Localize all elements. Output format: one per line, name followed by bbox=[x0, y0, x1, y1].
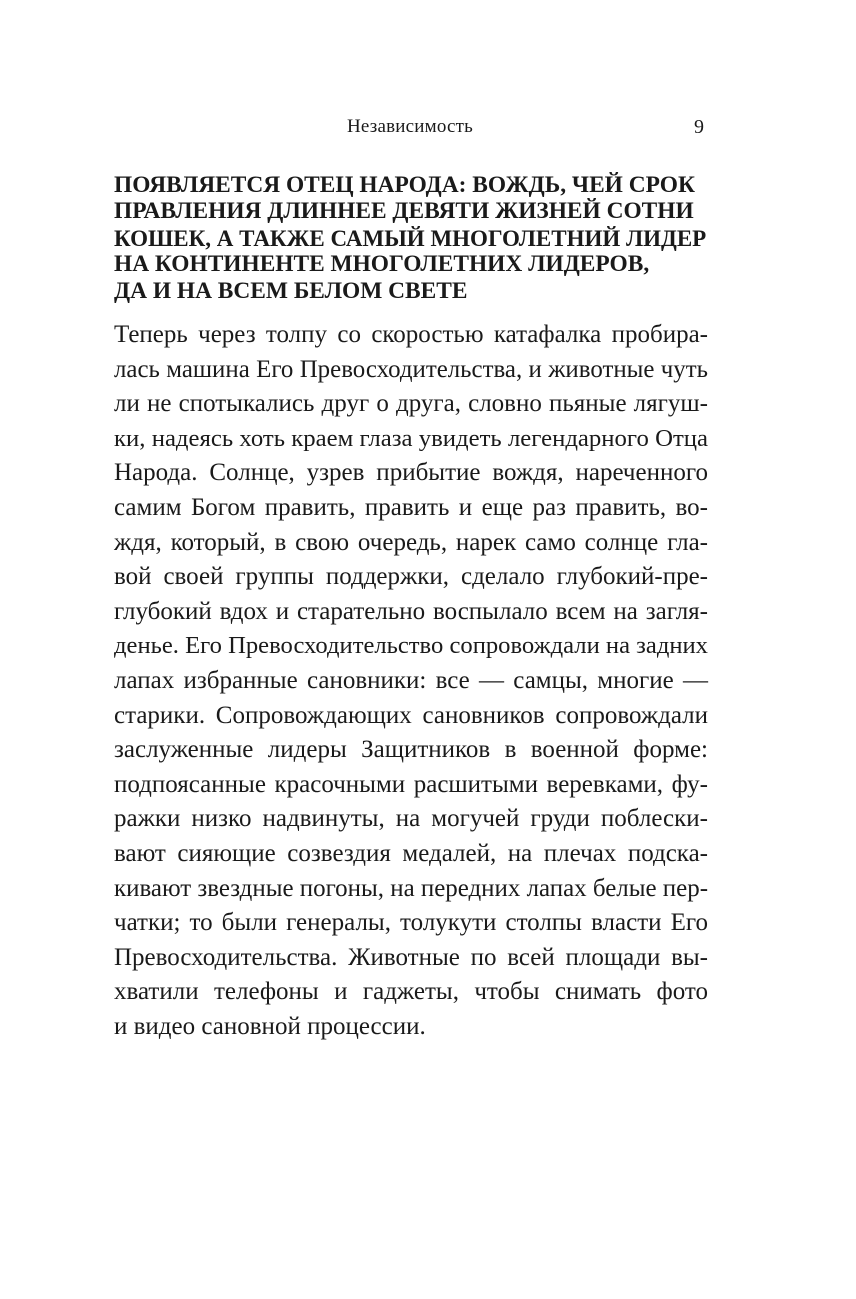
page-number: 9 bbox=[694, 116, 704, 138]
body-line: лапах избранные сановники: все — самцы, многие — bbox=[114, 666, 708, 694]
body-line-last: и видео сановной процессии. bbox=[114, 1012, 426, 1040]
body-line: вой своей группы поддержки, сделало глубокий-пре- bbox=[114, 563, 708, 591]
heading-line: ДА И НА ВСЕМ БЕЛОМ СВЕТЕ bbox=[114, 277, 468, 304]
running-head bbox=[114, 114, 706, 140]
body-line: старики. Сопровождающих сановников сопровождали bbox=[114, 701, 708, 729]
body-line: ки, надеясь хоть краем глаза увидеть легендарного Отца bbox=[114, 424, 708, 452]
body-line: глубокий вдох и старательно воспылало всем на загля- bbox=[114, 597, 708, 625]
running-title: Независимость bbox=[346, 116, 474, 137]
body-line: кивают звездные погоны, на передних лапах белые пер- bbox=[114, 874, 708, 902]
body-line: ждя, который, в свою очередь, нарек само солнце гла- bbox=[114, 528, 708, 556]
body-line: Народа. Солнце, узрев прибытие вождя, нареченного bbox=[114, 459, 708, 487]
body-line: Превосходительства. Животные по всей площади вы- bbox=[114, 943, 708, 971]
heading-line: ПРАВЛЕНИЯ ДЛИННЕЕ ДЕВЯТИ ЖИЗНЕЙ СОТНИ bbox=[114, 198, 694, 225]
body-line: самим Богом править, править и еще раз править, во- bbox=[114, 493, 708, 521]
body-line: хватили телефоны и гаджеты, чтобы снимать фото bbox=[114, 978, 708, 1006]
body-line: заслуженные лидеры Защитников в военной форме: bbox=[114, 736, 708, 764]
heading-line: ПОЯВЛЯЕТСЯ ОТЕЦ НАРОДА: ВОЖДЬ, ЧЕЙ СРОК bbox=[114, 172, 695, 198]
body-line: вают сияющие созвездия медалей, на плечах подска- bbox=[114, 839, 708, 867]
body-line: лась машина Его Превосходительства, и животные чуть bbox=[114, 355, 708, 383]
body-line: Теперь через толпу со скоростью катафалка пробира- bbox=[114, 321, 708, 348]
body-line: подпоясанные красочными расшитыми веревками, фу- bbox=[114, 770, 708, 798]
body-line: ражки низко надвинуты, на могучей груди поблески- bbox=[114, 805, 708, 833]
heading-line: НА КОНТИНЕНТЕ МНОГОЛЕТНИХ ЛИДЕРОВ, bbox=[114, 251, 650, 278]
chapter-heading bbox=[114, 172, 714, 304]
body-line: чатки; то были генералы, толукути столпы власти Его bbox=[114, 909, 708, 937]
heading-line: КОШЕК, А ТАКЖЕ САМЫЙ МНОГОЛЕТНИЙ ЛИДЕР bbox=[114, 224, 707, 251]
body-line: денье. Его Превосходительство сопровождали на задних bbox=[114, 632, 708, 660]
body-line: ли не спотыкались друг о друга, словно пьяные лягуш- bbox=[114, 390, 708, 418]
body-paragraph bbox=[114, 318, 708, 1044]
